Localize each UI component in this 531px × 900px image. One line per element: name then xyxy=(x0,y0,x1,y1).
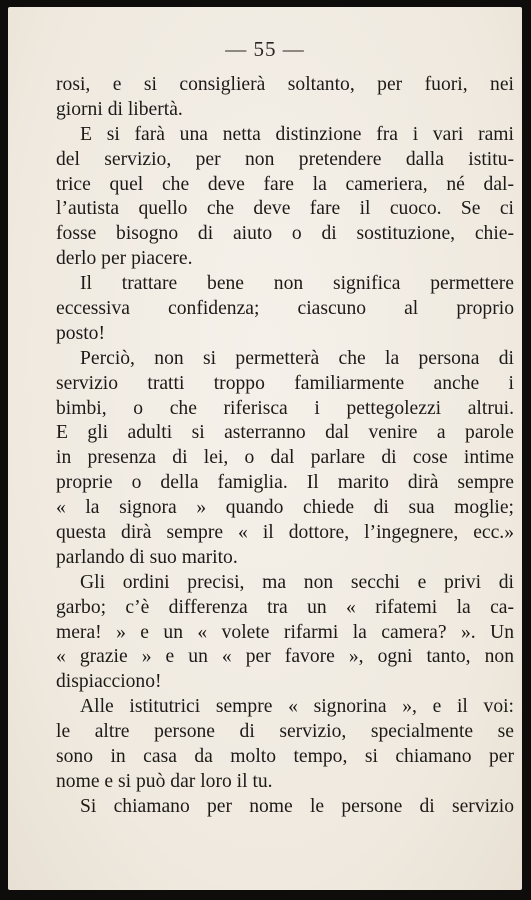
text-line: bimbi, o che riferisca i pettegolezzi altrui. xyxy=(56,397,514,419)
text-line: giorni di libertà. xyxy=(56,98,183,120)
text-line: l’autista quello che deve fare il cuoco. Se ci xyxy=(56,198,514,220)
text-line: Alle istitutrici sempre « signorina », e il voi: xyxy=(80,696,514,718)
text-line: trice quel che deve fare la cameriera, né dal- xyxy=(56,173,514,195)
text-line: derlo per piacere. xyxy=(56,248,193,270)
text-line: eccessiva confidenza; ciascuno al proprio xyxy=(56,298,514,320)
text-line: Gli ordini precisi, ma non secchi e privi di xyxy=(80,571,514,593)
text-line: Si chiamano per nome le persone di servizio xyxy=(80,795,514,817)
text-line: garbo; c’è differenza tra un « rifatemi la ca- xyxy=(56,596,514,618)
text-line: E gli adulti si asterranno dal venire a parole xyxy=(56,422,514,444)
text-line: E si farà una netta distinzione fra i vari rami xyxy=(80,123,514,145)
page-number: — 55 — xyxy=(225,37,305,61)
text-line: rosi, e si consiglierà soltanto, per fuori, nei xyxy=(56,74,514,95)
text-line: del servizio, per non pretendere dalla istitu- xyxy=(56,148,514,170)
text-line: questa dirà sempre « il dottore, l’ingegnere, ecc.» xyxy=(56,522,514,544)
text-line: « la signora » quando chiede di sua moglie; xyxy=(56,497,514,519)
text-line: dispiacciono! xyxy=(56,671,162,693)
text-line: posto! xyxy=(56,322,105,344)
text-line: Perciò, non si permetterà che la persona di xyxy=(80,347,514,369)
text-line: nome e si può dar loro il tu. xyxy=(56,770,273,792)
text-line: sono in casa da molto tempo, si chiamano per xyxy=(56,746,514,768)
text-line: « grazie » e un « per favore », ogni tanto, non xyxy=(56,646,514,668)
text-line: fosse bisogno di aiuto o di sostituzione, chie- xyxy=(56,223,514,245)
text-line: Il trattare bene non significa permettere xyxy=(80,273,514,295)
body-text xyxy=(56,73,514,820)
text-line: le altre persone di servizio, specialmente se xyxy=(56,721,514,743)
text-line: in presenza di lei, o dal parlare di cose intime xyxy=(56,447,514,469)
text-line: mera! » e un « volete rifarmi la camera? ». Un xyxy=(56,621,514,643)
text-line: parlando di suo marito. xyxy=(56,546,238,568)
book-page xyxy=(8,7,522,890)
text-line: servizio tratti troppo familiarmente anche i xyxy=(56,372,514,394)
text-line: proprie o della famiglia. Il marito dirà sempre xyxy=(56,472,514,494)
